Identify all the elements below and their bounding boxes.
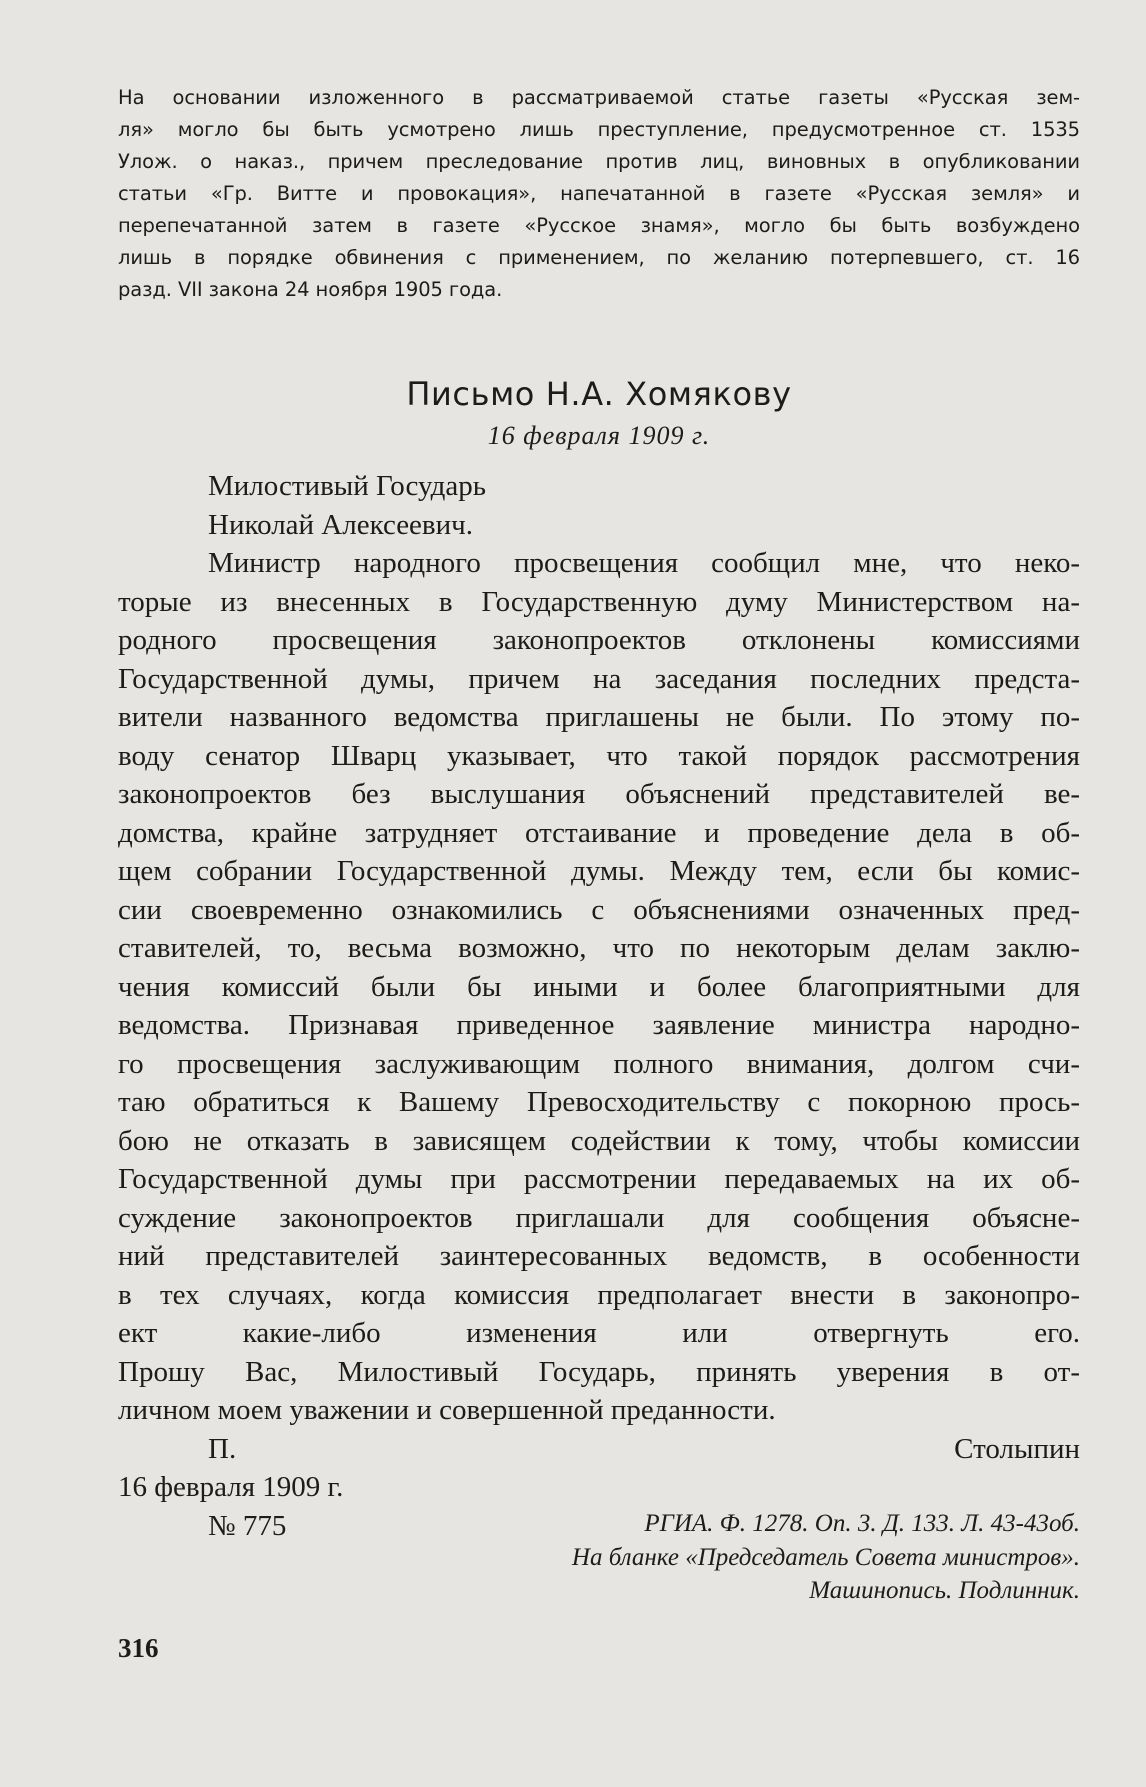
- footnote-line: статьи «Гр. Витте и провокация», напечатанной в газете «Русская земля» и: [118, 182, 1080, 205]
- body-line: личном моем уважении и совершенной преданности.: [118, 1394, 776, 1426]
- body-line: торые из внесенных в Государственную думу Министерством на-: [118, 585, 1080, 618]
- body-line: ект какие-либо изменения или отвергнуть его.: [118, 1317, 1080, 1349]
- body-line: ставителей, то, весьма возможно, что по некоторым делам заклю-: [118, 932, 1080, 964]
- footnote-line: На основании изложенного в рассматриваемой статье газеты «Русская зем-: [118, 86, 1080, 109]
- body-line: П. Столыпин: [208, 1432, 1080, 1465]
- footnote-line: разд. VII закона 24 ноября 1905 года.: [118, 278, 503, 301]
- body-line: Прошу Вас, Милостивый Государь, принять уверения в от-: [118, 1355, 1080, 1388]
- body-line: 16 февраля 1909 г.: [118, 1471, 344, 1503]
- footnote-paragraph: [118, 82, 1080, 306]
- signature-line: № 775: [208, 1509, 287, 1542]
- body-line: домства, крайне затрудняет отстаивание и проведение дела в об-: [118, 816, 1080, 849]
- body-line: чения комиссий были бы иными и более благоприятными для: [118, 970, 1080, 1003]
- body-line: ведомства. Признавая приведенное заявление министра народно-: [118, 1009, 1080, 1041]
- body-line: в тех случаях, когда комиссия предполагает внести в законопро-: [118, 1278, 1080, 1311]
- body-line: Государственной думы при рассмотрении передаваемых на их об-: [118, 1163, 1080, 1195]
- body-line: бою не отказать в зависящем содействии к тому, чтобы комиссии: [118, 1124, 1080, 1157]
- body-line: воду сенатор Шварц указывает, что такой порядок рассмотрения: [118, 739, 1080, 772]
- letterhead-note: На бланке «Председатель Совета министров».: [571, 1543, 1080, 1571]
- body-line: Министр народного просвещения сообщил мне, что неко-: [208, 547, 1080, 579]
- source-note: [118, 1507, 1080, 1608]
- body-line: законопроектов без выслушания объяснений представителей ве-: [118, 778, 1080, 810]
- body-line: щем собрании Государственной думы. Между тем, если бы комис-: [118, 855, 1080, 887]
- footnote-line: лишь в порядке обвинения с применением, по желанию потерпевшего, ст. 16: [118, 246, 1080, 269]
- salutation-line: Милостивый Государь: [208, 470, 486, 502]
- footnote-line: перепечатанной затем в газете «Русское знамя», могло бы быть возбуждено: [118, 214, 1080, 237]
- footnote-line: ля» могло бы быть усмотрено лишь преступление, предусмотренное ст. 1535: [118, 118, 1080, 141]
- salutation-line: Николай Алексеевич.: [208, 508, 473, 541]
- footnote-line: Улож. о наказ., причем преследование против лиц, виновных в опубликовании: [118, 150, 1080, 173]
- letter-body: [118, 467, 1080, 1622]
- body-line: родного просвещения законопроектов отклонены комиссиями: [118, 624, 1080, 656]
- body-line: сии своевременно ознакомились с объяснениями означенных пред-: [118, 893, 1080, 926]
- letter-date: 16 февраля 1909 г.: [487, 421, 711, 450]
- body-line: го просвещения заслуживающим полного внимания, долгом счи-: [118, 1047, 1080, 1080]
- document-type-note: Машинопись. Подлинник.: [809, 1577, 1080, 1604]
- archive-reference: РГИА. Ф. 1278. Оп. 3. Д. 133. Л. 43-43об.: [644, 1510, 1080, 1537]
- body-line: суждение законопроектов приглашали для сообщения объясне-: [118, 1201, 1080, 1234]
- body-line: таю обратиться к Вашему Превосходительству с покорною прось-: [118, 1086, 1080, 1118]
- body-line: вители названного ведомства приглашены не были. По этому по-: [118, 701, 1080, 733]
- body-line: ний представителей заинтересованных ведомств, в особенности: [118, 1240, 1080, 1272]
- letter-title: Письмо Н.А. Хомякову: [406, 375, 792, 413]
- page-number: 316: [118, 1633, 159, 1663]
- body-line: Государственной думы, причем на заседания последних предста-: [118, 662, 1080, 695]
